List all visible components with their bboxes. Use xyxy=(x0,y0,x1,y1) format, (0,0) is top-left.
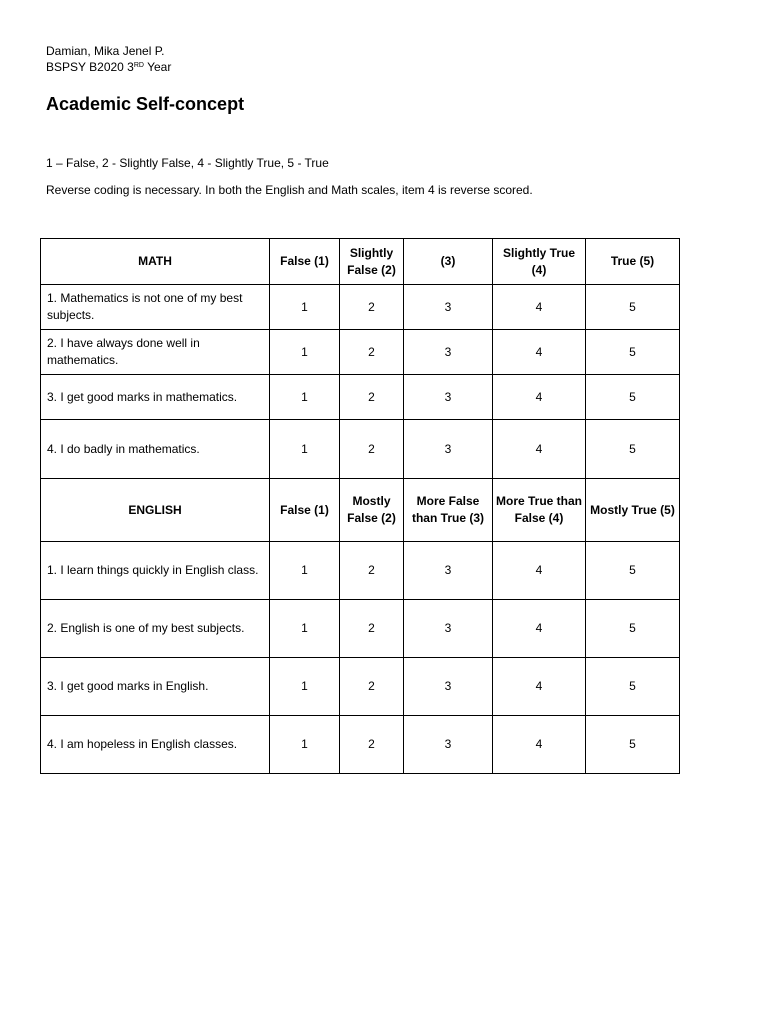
english-item-text: 4. I am hopeless in English classes. xyxy=(41,716,270,774)
rating-option[interactable]: 3 xyxy=(404,375,493,420)
english-column-header: More True than False (4) xyxy=(493,479,586,542)
rating-option[interactable]: 5 xyxy=(586,330,680,375)
program-superscript: RD xyxy=(133,62,144,69)
rating-option[interactable]: 1 xyxy=(270,420,340,479)
program-year xyxy=(46,60,171,75)
program-prefix: BSPSY B2020 3 xyxy=(46,60,134,74)
reverse-coding-note: Reverse coding is necessary. In both the English and Math scales, item 4 is reverse scored. xyxy=(46,183,533,197)
table-row xyxy=(41,375,680,420)
rating-option[interactable]: 2 xyxy=(340,375,404,420)
math-item-text: 1. Mathematics is not one of my best subjects. xyxy=(41,285,270,330)
rating-option[interactable]: 1 xyxy=(270,375,340,420)
english-column-header: Mostly False (2) xyxy=(340,479,404,542)
math-section-label: MATH xyxy=(41,239,270,285)
rating-option[interactable]: 2 xyxy=(340,542,404,600)
rating-option[interactable]: 4 xyxy=(493,600,586,658)
rating-option[interactable]: 4 xyxy=(493,658,586,716)
rating-option[interactable]: 2 xyxy=(340,600,404,658)
rating-option[interactable]: 5 xyxy=(586,542,680,600)
rating-option[interactable]: 5 xyxy=(586,285,680,330)
math-column-header: (3) xyxy=(404,239,493,285)
math-column-header: Slightly False (2) xyxy=(340,239,404,285)
math-item-text: 4. I do badly in mathematics. xyxy=(41,420,270,479)
english-column-header: False (1) xyxy=(270,479,340,542)
math-column-header: True (5) xyxy=(586,239,680,285)
rating-option[interactable]: 1 xyxy=(270,658,340,716)
rating-option[interactable]: 3 xyxy=(404,658,493,716)
rating-option[interactable]: 2 xyxy=(340,658,404,716)
english-item-text: 3. I get good marks in English. xyxy=(41,658,270,716)
rating-option[interactable]: 4 xyxy=(493,716,586,774)
math-header-row xyxy=(41,239,680,285)
table-row xyxy=(41,600,680,658)
rating-option[interactable]: 5 xyxy=(586,375,680,420)
author-name: Damian, Mika Jenel P. xyxy=(46,44,165,58)
rating-option[interactable]: 1 xyxy=(270,716,340,774)
rating-option[interactable]: 2 xyxy=(340,420,404,479)
rating-option[interactable]: 4 xyxy=(493,420,586,479)
rating-option[interactable]: 2 xyxy=(340,716,404,774)
rating-option[interactable]: 3 xyxy=(404,420,493,479)
rating-option[interactable]: 3 xyxy=(404,285,493,330)
rating-option[interactable]: 1 xyxy=(270,542,340,600)
rating-option[interactable]: 2 xyxy=(340,285,404,330)
english-item-text: 1. I learn things quickly in English class. xyxy=(41,542,270,600)
rating-option[interactable]: 3 xyxy=(404,600,493,658)
program-suffix: Year xyxy=(143,60,172,74)
rating-option[interactable]: 5 xyxy=(586,658,680,716)
english-column-header: Mostly True (5) xyxy=(586,479,680,542)
rating-option[interactable]: 4 xyxy=(493,330,586,375)
page-title: Academic Self-concept xyxy=(46,94,245,114)
rating-option[interactable]: 1 xyxy=(270,285,340,330)
table-row xyxy=(41,658,680,716)
rating-option[interactable]: 3 xyxy=(404,330,493,375)
table-row xyxy=(41,330,680,375)
rating-option[interactable]: 3 xyxy=(404,542,493,600)
table-row xyxy=(41,542,680,600)
rating-option[interactable]: 1 xyxy=(270,600,340,658)
rating-option[interactable]: 5 xyxy=(586,600,680,658)
rating-option[interactable]: 4 xyxy=(493,542,586,600)
rating-option[interactable]: 4 xyxy=(493,285,586,330)
math-column-header: Slightly True (4) xyxy=(493,239,586,285)
table-row xyxy=(41,285,680,330)
english-header-row xyxy=(41,479,680,542)
math-item-text: 3. I get good marks in mathematics. xyxy=(41,375,270,420)
rating-option[interactable]: 5 xyxy=(586,716,680,774)
english-item-text: 2. English is one of my best subjects. xyxy=(41,600,270,658)
rating-option[interactable]: 1 xyxy=(270,330,340,375)
scale-legend: 1 – False, 2 - Slightly False, 4 - Slightly True, 5 - True xyxy=(46,156,329,170)
rating-option[interactable]: 4 xyxy=(493,375,586,420)
rating-option[interactable]: 5 xyxy=(586,420,680,479)
math-item-text: 2. I have always done well in mathematics. xyxy=(41,330,270,375)
rating-option[interactable]: 3 xyxy=(404,716,493,774)
self-concept-table xyxy=(40,238,680,774)
table-row xyxy=(41,420,680,479)
english-section-label: ENGLISH xyxy=(41,479,270,542)
math-column-header: False (1) xyxy=(270,239,340,285)
english-column-header: More False than True (3) xyxy=(404,479,493,542)
rating-option[interactable]: 2 xyxy=(340,330,404,375)
table-row xyxy=(41,716,680,774)
